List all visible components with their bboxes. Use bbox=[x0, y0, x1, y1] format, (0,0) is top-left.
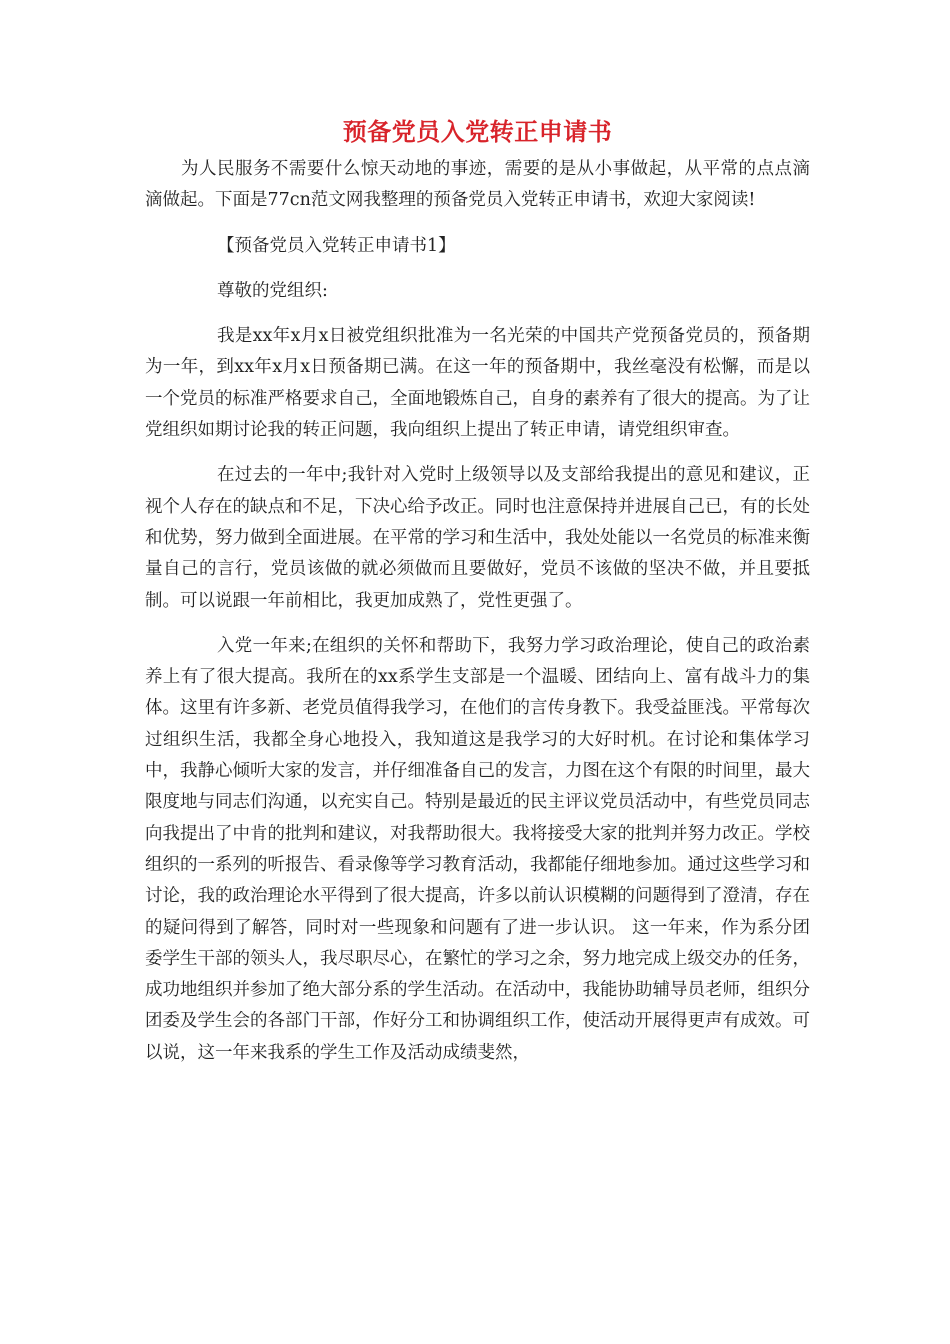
intro-paragraph: 为人民服务不需要什么惊天动地的事迹，需要的是从小事做起，从平常的点点滴滴做起。下面是77cn范文网我整理的预备党员入党转正申请书，欢迎大家阅读! bbox=[145, 159, 810, 211]
body-paragraph-1: 我是xx年x月x日被党组织批准为一名光荣的中国共产党预备党员的，预备期为一年，到xx年x月x日预备期已满。在这一年的预备期中，我丝毫没有松懈，而是以一个党员的标准严格要求自己，全面地锻炼自己，自身的素养有了很大的提高。为了让党组织如期讨论我的转正问题，我向组织上提出了转正申请，请党组织审查。 bbox=[145, 326, 810, 441]
body-paragraph-3: 入党一年来;在组织的关怀和帮助下，我努力学习政治理论，使自己的政治素养上有了很大提高。我所在的xx系学生支部是一个温暖、团结向上、富有战斗力的集体。这里有许多新、老党员值得我学习，在他们的言传身教下。我受益匪浅。平常每次过组织生活，我都全身心地投入，我知道这是我学习的大好时机。在讨论和集体学习中，我静心倾听大家的发言，并仔细准备自己的发言，力图在这个有限的时间里，最大限度地与同志们沟通，以充实自己。特别是最近的民主评议党员活动中，有些党员同志向我提出了中肯的批判和建议，对我帮助很大。我将接受大家的批判并努力改正。学校组织的一系列的听报告、看录像等学习教育活动，我都能仔细地参加。通过这些学习和讨论，我的政治理论水平得到了很大提高，许多以前认识模糊的问题得到了澄清，存在的疑问得到了解答，同时对一些现象和问题有了进一步认识。 这一年来，作为系分团委学生干部的领头人，我尽职尽心，在繁忙的学习之余，努力地完成上级交办的任务，成功地组织并参加了绝大部分系的学生活动。在活动中，我能协助辅导员老师，组织分团委及学生会的各部门干部，作好分工和协调组织工作，使活动开展得更声有成效。可以说，这一年来我系的学生工作及活动成绩斐然， bbox=[145, 635, 810, 1063]
document-body bbox=[145, 112, 810, 1069]
salutation: 尊敬的党组织: bbox=[217, 280, 328, 301]
section-heading: 【预备党员入党转正申请书1】 bbox=[217, 235, 456, 256]
body-paragraph-2: 在过去的一年中;我针对入党时上级领导以及支部给我提出的意见和建议，正视个人存在的缺点和不足，下决心给予改正。同时也注意保持并进展自己已，有的长处和优势，努力做到全面进展。在平常的学习和生活中，我处处能以一名党员的标准来衡量自己的言行，党员该做的就必须做而且要做好，党员不该做的坚决不做，并且要抵制。可以说跟一年前相比，我更加成熟了，党性更强了。 bbox=[145, 465, 810, 611]
document-title: 预备党员入党转正申请书 bbox=[342, 118, 613, 146]
